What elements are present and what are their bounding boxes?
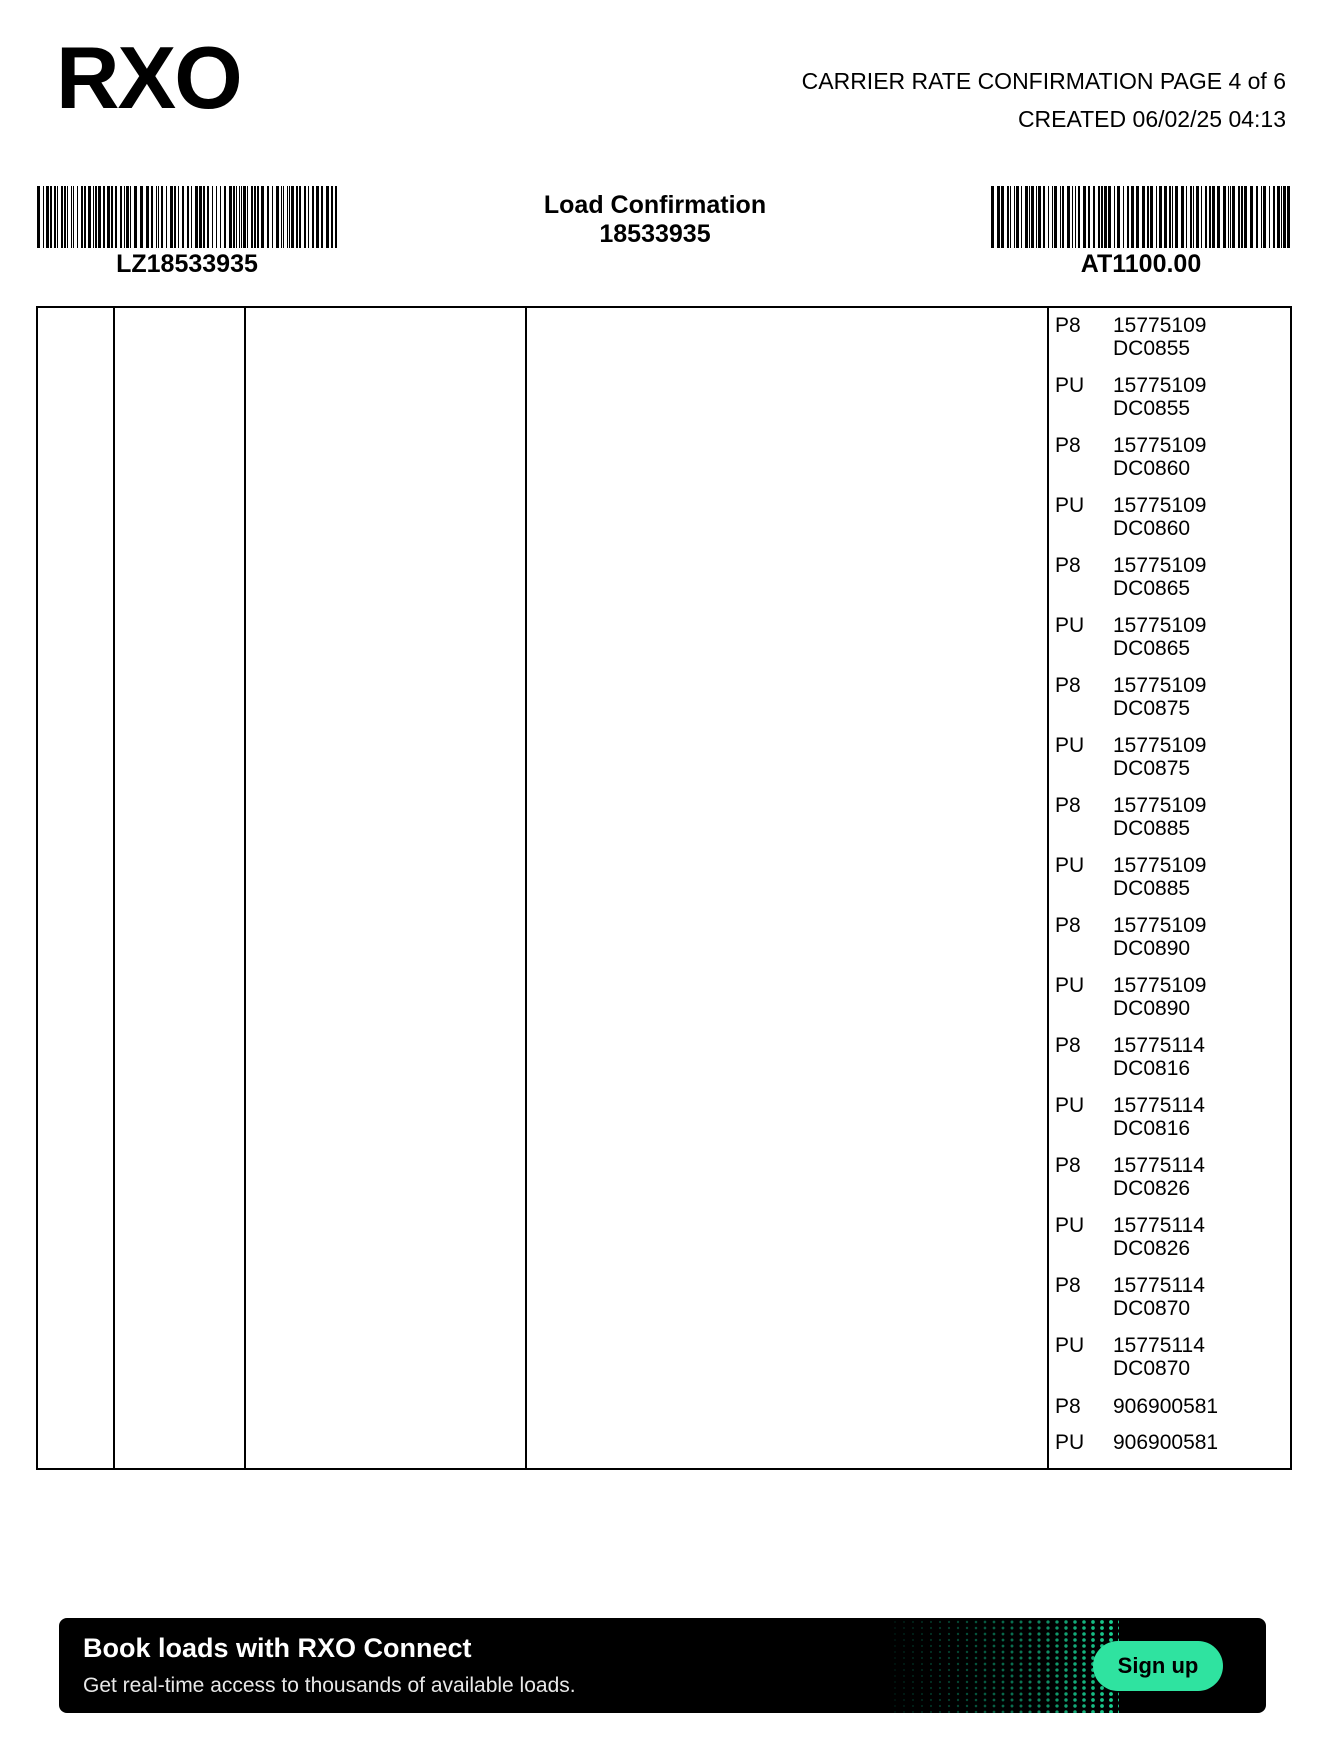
reference-type: PU: [1055, 374, 1085, 397]
barcode-left: [37, 186, 337, 248]
stops-table: [36, 306, 1292, 1470]
reference-value: 15775109 DC0855: [1113, 374, 1207, 420]
reference-value: 15775109 DC0865: [1113, 614, 1207, 660]
sign-up-button[interactable]: Sign up: [1093, 1641, 1223, 1691]
dot-pattern-decoration: [889, 1618, 1119, 1713]
banner-title: Book loads with RXO Connect: [83, 1633, 472, 1663]
reference-type: PU: [1055, 974, 1085, 997]
column-divider: [113, 308, 115, 1468]
reference-value: 15775114 DC0816: [1113, 1034, 1205, 1080]
reference-value: 15775109 DC0885: [1113, 794, 1207, 840]
load-number: 18533935: [599, 220, 711, 248]
reference-value: 15775109 DC0855: [1113, 314, 1207, 360]
rxo-connect-banner: [59, 1618, 1266, 1713]
reference-value: 15775109 DC0875: [1113, 734, 1207, 780]
reference-type: PU: [1055, 614, 1085, 637]
barcode-right-label: AT1100.00: [1080, 250, 1202, 278]
reference-type: PU: [1055, 1094, 1085, 1117]
reference-type: P8: [1055, 554, 1081, 577]
column-divider: [1047, 308, 1049, 1468]
reference-value: 15775109 DC0890: [1113, 974, 1207, 1020]
rxo-logo: [56, 38, 256, 116]
barcode-right: [991, 186, 1290, 248]
banner-subtitle: Get real-time access to thousands of available loads.: [83, 1674, 576, 1697]
column-divider: [525, 308, 527, 1468]
reference-value: 15775109 DC0865: [1113, 554, 1207, 600]
reference-value: 15775114 DC0870: [1113, 1334, 1205, 1380]
reference-value: 15775114 DC0826: [1113, 1214, 1205, 1260]
page-title: CARRIER RATE CONFIRMATION PAGE 4 of 6: [801, 68, 1286, 94]
reference-value: 15775114 DC0816: [1113, 1094, 1205, 1140]
document-header: [802, 62, 1286, 138]
reference-type: PU: [1055, 1214, 1085, 1237]
reference-value: 906900581: [1113, 1431, 1219, 1454]
reference-value: 15775109 DC0890: [1113, 914, 1207, 960]
barcode-left-label: LZ18533935: [116, 250, 258, 278]
reference-value: 906900581: [1113, 1395, 1219, 1418]
reference-value: 15775109 DC0875: [1113, 674, 1207, 720]
column-divider: [244, 308, 246, 1468]
reference-type: PU: [1055, 854, 1085, 877]
reference-type: PU: [1055, 1334, 1085, 1357]
reference-type: P8: [1055, 434, 1081, 457]
reference-value: 15775109 DC0860: [1113, 494, 1207, 540]
reference-value: 15775109 DC0885: [1113, 854, 1207, 900]
reference-type: P8: [1055, 1274, 1081, 1297]
reference-type: P8: [1055, 794, 1081, 817]
reference-value: 15775114 DC0870: [1113, 1274, 1205, 1320]
reference-type: PU: [1055, 494, 1085, 517]
load-confirmation-heading: [455, 191, 855, 249]
reference-value: 15775109 DC0860: [1113, 434, 1207, 480]
load-confirmation-title: Load Confirmation: [543, 191, 767, 219]
created-timestamp: CREATED 06/02/25 04:13: [1017, 106, 1286, 132]
reference-type: PU: [1055, 1431, 1085, 1454]
reference-type: P8: [1055, 674, 1081, 697]
reference-type: PU: [1055, 734, 1085, 757]
reference-type: P8: [1055, 314, 1081, 337]
reference-type: P8: [1055, 1154, 1081, 1177]
reference-type: P8: [1055, 1034, 1081, 1057]
reference-type: P8: [1055, 1395, 1081, 1418]
svg-text:RXO: RXO: [56, 38, 241, 116]
reference-type: P8: [1055, 914, 1081, 937]
reference-value: 15775114 DC0826: [1113, 1154, 1205, 1200]
